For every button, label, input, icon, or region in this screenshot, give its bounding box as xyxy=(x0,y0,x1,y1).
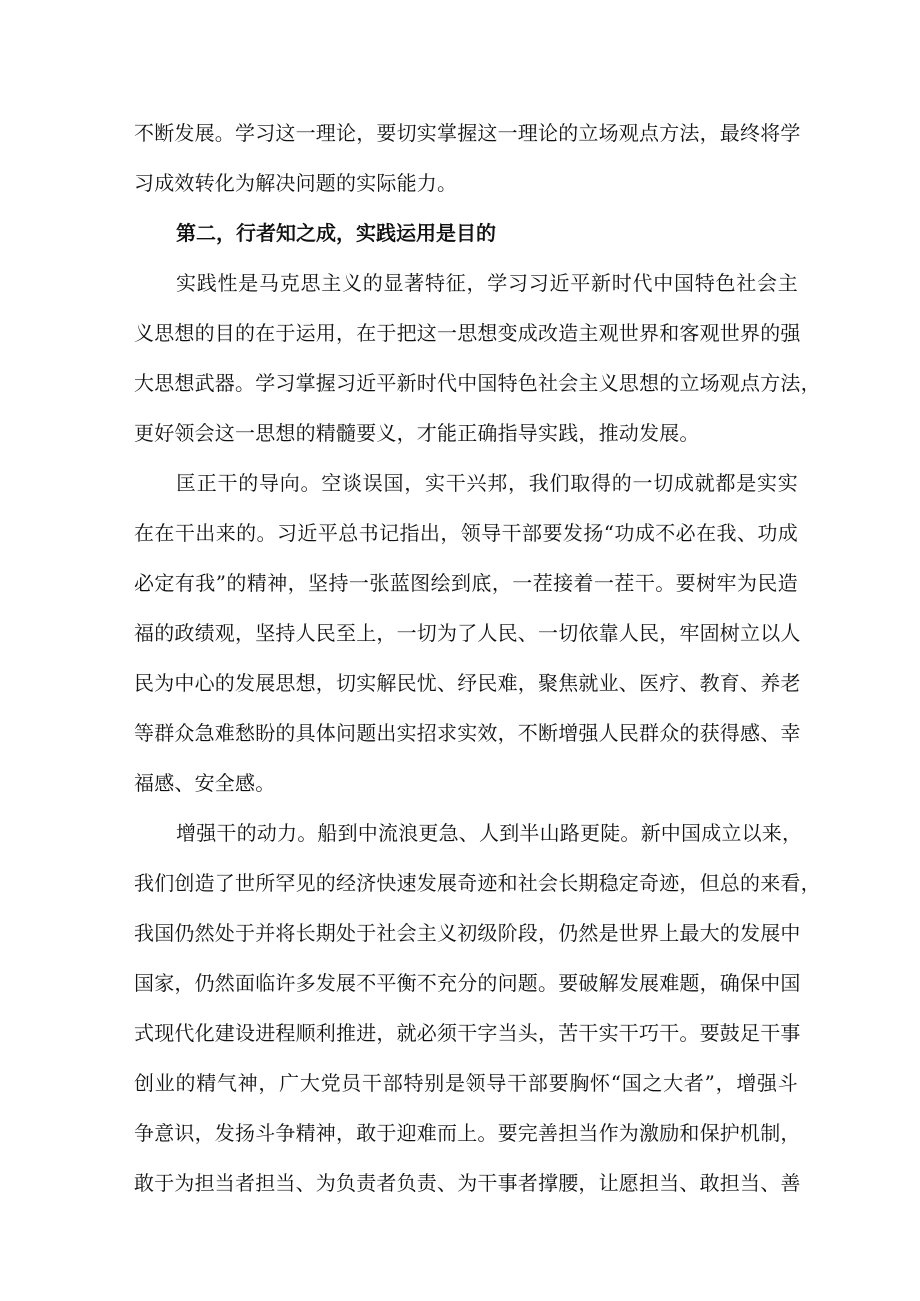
text-line: 增强干的动力。船到中流浪更急、人到半山路更陡。新中国成立以来， xyxy=(176,821,803,845)
paragraph-3 xyxy=(134,458,801,808)
paragraph-4 xyxy=(134,808,821,1208)
text-line: 创业的精气神，广大党员干部特别是领导干部要胸怀“国之大者”，增强斗 xyxy=(134,1071,798,1095)
text-line: 民为中心的发展思想，切实解民忧、纾民难，聚焦就业、医疗、教育、养老 xyxy=(134,671,801,695)
text-line: 我们创造了世所罕见的经济快速发展奇迹和社会长期稳定奇迹，但总的来看， xyxy=(134,871,821,895)
text-line: 等群众急难愁盼的具体问题出实招求实效，不断增强人民群众的获得感、幸 xyxy=(134,721,801,745)
text-line: 福感、安全感。 xyxy=(134,771,276,795)
text-line: 敢于为担当者担当、为负责者负责、为干事者撑腰，让愿担当、敢担当、善 xyxy=(134,1171,801,1195)
text-line: 更好领会这一思想的精髓要义，才能正确指导实践，推动发展。 xyxy=(134,421,700,445)
text-line: 大思想武器。学习掌握习近平新时代中国特色社会主义思想的立场观点方法， xyxy=(134,371,821,395)
text-line: 在在干出来的。习近平总书记指出，领导干部要发扬“功成不必在我、功成 xyxy=(134,521,798,545)
text-line: 不断发展。学习这一理论，要切实掌握这一理论的立场观点方法，最终将学 xyxy=(134,121,801,145)
text-line: 必定有我”的精神，坚持一张蓝图绘到底，一茬接着一茬干。要树牢为民造 xyxy=(134,571,798,595)
text-line: 实践性是马克思主义的显著特征，学习习近平新时代中国特色社会主 xyxy=(176,271,798,295)
text-line: 福的政绩观，坚持人民至上，一切为了人民、一切依靠人民，牢固树立以人 xyxy=(134,621,801,645)
text-line: 争意识，发扬斗争精神，敢于迎难而上。要完善担当作为激励和保护机制， xyxy=(134,1121,801,1145)
text-line: 习成效转化为解决问题的实际能力。 xyxy=(134,171,458,195)
text-line: 我国仍然处于并将长期处于社会主义初级阶段，仍然是世界上最大的发展中 xyxy=(134,921,801,945)
section-heading: 第二，行者知之成，实践运用是目的 xyxy=(176,221,496,245)
paragraph-1 xyxy=(134,108,801,208)
paragraph-2 xyxy=(134,258,821,458)
text-line: 式现代化建设进程顺利推进，就必须干字当头，苦干实干巧干。要鼓足干事 xyxy=(134,1021,801,1045)
text-line: 义思想的目的在于运用，在于把这一思想变成改造主观世界和客观世界的强 xyxy=(134,321,801,345)
text-line: 国家，仍然面临许多发展不平衡不充分的问题。要破解发展难题，确保中国 xyxy=(134,971,801,995)
text-line: 匡正干的导向。空谈误国，实干兴邦，我们取得的一切成就都是实实 xyxy=(176,471,798,495)
